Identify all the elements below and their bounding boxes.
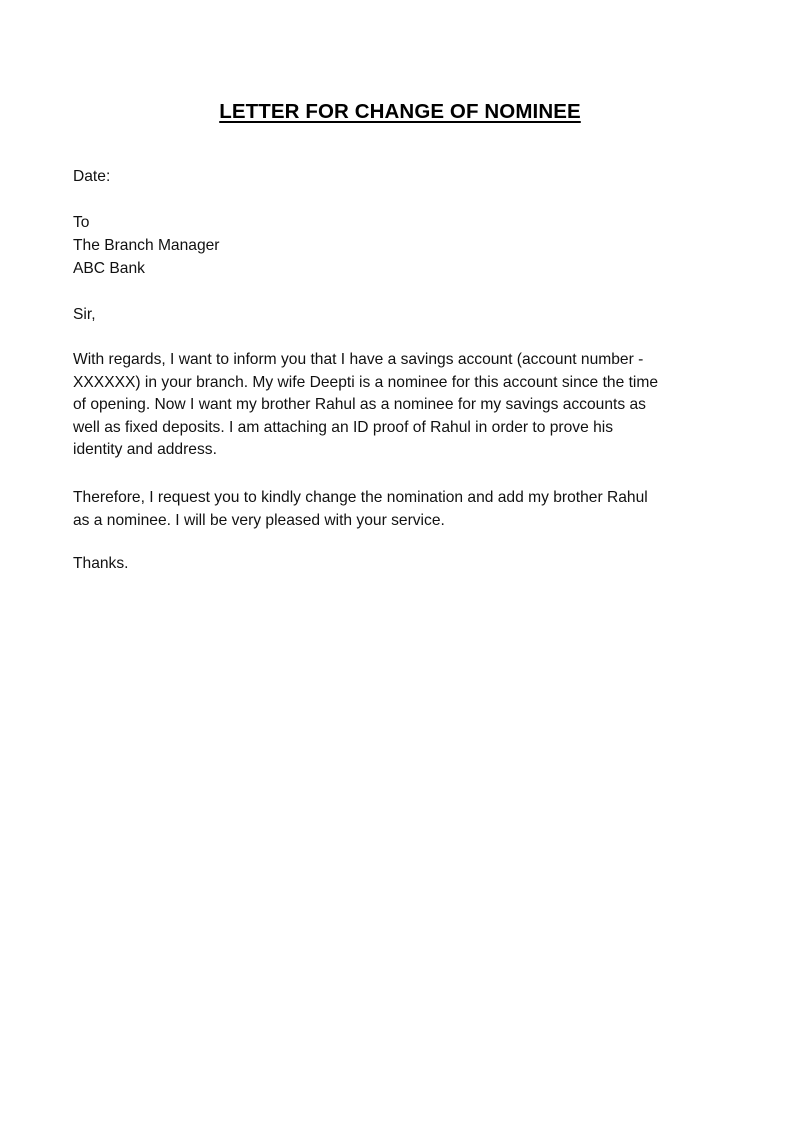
closing: Thanks. — [73, 555, 129, 572]
paragraph-line: With regards, I want to inform you that I have a savings account (account number - — [73, 351, 644, 368]
paragraph-line: XXXXXX) in your branch. My wife Deepti is a nominee for this account since the time — [73, 373, 659, 391]
body-paragraph-1 — [73, 349, 743, 462]
paragraph-line: identity and address. — [73, 441, 217, 458]
paragraph-line: as a nominee. I will be very pleased with your service. — [73, 511, 445, 529]
recipient-name: The Branch Manager — [73, 237, 220, 254]
paragraph-line: of opening. Now I want my brother Rahul as a nominee for my savings accounts as — [73, 396, 646, 413]
paragraph-line: Therefore, I request you to kindly change the nomination and add my brother Rahul — [73, 489, 648, 506]
letter-title: LETTER FOR CHANGE OF NOMINEE — [219, 100, 581, 123]
body-paragraph-2 — [73, 487, 743, 532]
recipient-to: To — [73, 214, 90, 231]
recipient-bank: ABC Bank — [73, 260, 145, 277]
salutation: Sir, — [73, 306, 96, 323]
paragraph-line: well as fixed deposits. I am attaching an ID proof of Rahul in order to prove his — [73, 418, 614, 436]
date-label: Date: — [73, 168, 111, 185]
